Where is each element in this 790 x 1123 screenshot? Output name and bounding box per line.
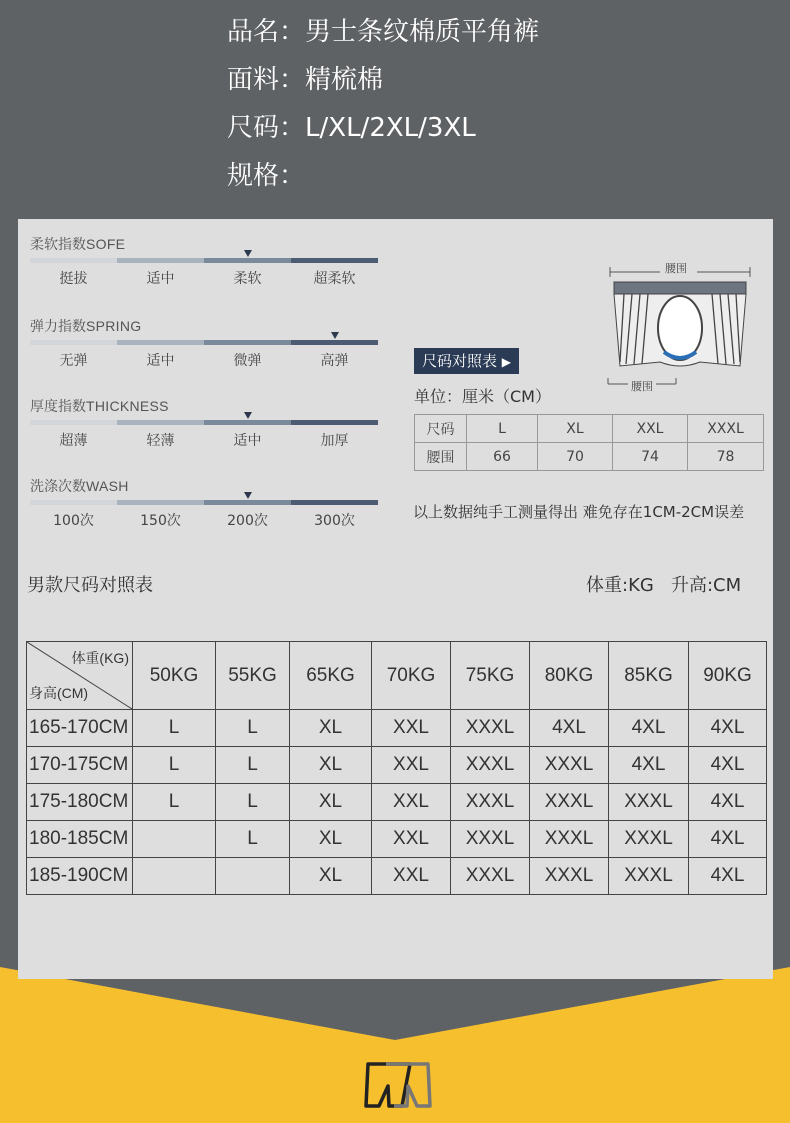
table-row [27,784,767,821]
table-cell: 70 [538,443,613,471]
height-cell: 180-185CM [27,821,133,858]
size-cell: 4XL [609,710,689,747]
index-level-label: 100次 [53,513,94,529]
index-level-label: 挺拔 [59,271,88,287]
size-cell: 4XL [689,747,767,784]
index-bar-segment [291,340,378,345]
size-cell: XXXL [451,710,530,747]
table-row [415,443,764,471]
briefs-diagram [600,258,760,394]
table-cell: XL [538,415,613,443]
table-cell: 74 [613,443,688,471]
weight-header-cell: 65KG [290,642,372,710]
index-level-label: 轻薄 [146,433,175,449]
size-cell: XL [290,784,372,821]
size-cell: XXXL [451,821,530,858]
size-cell: L [216,784,290,821]
index-level-label: 加厚 [320,433,349,449]
height-cell: 170-175CM [27,747,133,784]
index-level-label: 300次 [314,513,355,529]
size-cell: L [133,710,216,747]
weight-header-cell: 75KG [451,642,530,710]
index-bar-segment [204,500,291,505]
size-cell: XXXL [609,821,689,858]
index-bar [30,500,378,505]
index-bar-segment [30,258,117,263]
index-bar-segment [117,258,204,263]
size-cell: L [216,821,290,858]
size-cell: 4XL [609,747,689,784]
height-cell: 175-180CM [27,784,133,821]
size-cell: L [133,747,216,784]
table-cell: 腰围 [415,443,467,471]
weight-header-cell: 85KG [609,642,689,710]
product-name: 品名：男士条纹棉质平角裤 [227,17,540,47]
size-cell: XXL [372,784,451,821]
size-cell: XXXL [451,784,530,821]
height-axis-label: 身高(CM) [29,685,89,701]
size-cell: XL [290,821,372,858]
waist-label-bottom: 腰围 [631,380,653,393]
size-cell: L [216,747,290,784]
play-icon: ▶ [501,355,512,369]
product-spec: 规格： [227,161,306,191]
size-cell: 4XL [530,710,609,747]
index-bar-segment [30,340,117,345]
product-sizes: 尺码：L/XL/2XL/3XL [227,113,476,143]
size-cell: XXXL [530,747,609,784]
index-bar-segment [204,258,291,263]
size-cell: XXXL [451,747,530,784]
index-marker [331,332,339,339]
size-cell: XXXL [609,784,689,821]
table-cell: 尺码 [415,415,467,443]
weight-header-cell: 55KG [216,642,290,710]
size-cell: XXL [372,747,451,784]
size-cell [216,858,290,895]
index-title: 洗涤次数WASH [30,478,129,495]
table-cell: XXXL [688,415,764,443]
size-cell: XL [290,858,372,895]
index-bar-segment [291,500,378,505]
table-cell: 66 [467,443,538,471]
weight-header-cell: 80KG [530,642,609,710]
size-cell: XXL [372,710,451,747]
size-cell: XL [290,747,372,784]
table-row [415,415,764,443]
briefs-icon [362,1060,434,1112]
index-scale [30,268,378,288]
size-cell [133,858,216,895]
mens-size-table [26,641,767,895]
size-cell: L [133,784,216,821]
index-level-label: 微弹 [233,353,262,369]
table-header-row [27,642,767,710]
size-chart-title: 尺码对照表 ▶ [414,348,519,374]
size-cell: XL [290,710,372,747]
mens-size-chart-title: 男款尺码对照表 [27,575,153,596]
size-cell: XXXL [451,858,530,895]
index-level-label: 高弹 [320,353,349,369]
waist-label-top: 腰围 [665,262,687,275]
size-cell: 4XL [689,821,767,858]
index-title: 柔软指数SOFE [30,236,126,253]
index-level-label: 适中 [233,433,262,449]
corner-cell [27,642,133,710]
index-bar-segment [117,340,204,345]
size-cell: XXXL [530,821,609,858]
size-cell: XXXL [530,858,609,895]
index-level-label: 超薄 [59,433,88,449]
table-row [27,858,767,895]
weight-header-cell: 90KG [689,642,767,710]
index-bar-segment [30,500,117,505]
index-bar [30,340,378,345]
table-row [27,821,767,858]
index-title: 弹力指数SPRING [30,318,142,335]
index-bar-segment [291,258,378,263]
size-cell: 4XL [689,784,767,821]
size-cell: XXL [372,821,451,858]
mens-size-chart-unit: 体重:KG 升高:CM [586,575,742,596]
index-level-label: 无弹 [59,353,88,369]
height-cell: 185-190CM [27,858,133,895]
table-cell: 78 [688,443,764,471]
weight-axis-label: 体重(KG) [71,650,129,666]
index-marker [244,412,252,419]
index-bar-segment [117,420,204,425]
index-bar [30,258,378,263]
size-chart-unit: 单位：厘米（CM） [414,387,551,406]
index-scale [30,510,378,530]
table-cell: XXL [613,415,688,443]
index-level-label: 200次 [227,513,268,529]
table-row [27,747,767,784]
weight-header-cell: 50KG [133,642,216,710]
index-level-label: 适中 [146,271,175,287]
weight-header-cell: 70KG [372,642,451,710]
index-bar-segment [204,420,291,425]
index-level-label: 超柔软 [313,271,356,287]
index-bar-segment [117,500,204,505]
table-row [27,710,767,747]
size-cell: XXL [372,858,451,895]
index-bar-segment [291,420,378,425]
index-marker [244,250,252,257]
index-scale [30,350,378,370]
size-cell: 4XL [689,710,767,747]
height-cell: 165-170CM [27,710,133,747]
size-cell: XXXL [609,858,689,895]
size-cell: L [216,710,290,747]
product-fabric: 面料：精梳棉 [227,65,384,95]
index-level-label: 柔软 [233,271,262,287]
index-bar [30,420,378,425]
index-scale [30,430,378,450]
measurement-note: 以上数据纯手工测量得出 难免存在1CM-2CM误差 [413,503,745,521]
table-cell: L [467,415,538,443]
index-bar-segment [30,420,117,425]
size-cell [133,821,216,858]
size-cell: XXXL [530,784,609,821]
index-marker [244,492,252,499]
index-bar-segment [204,340,291,345]
index-level-label: 适中 [146,353,175,369]
waist-size-table [414,414,764,471]
index-title: 厚度指数THICKNESS [30,398,169,415]
size-cell: 4XL [689,858,767,895]
index-level-label: 150次 [140,513,181,529]
